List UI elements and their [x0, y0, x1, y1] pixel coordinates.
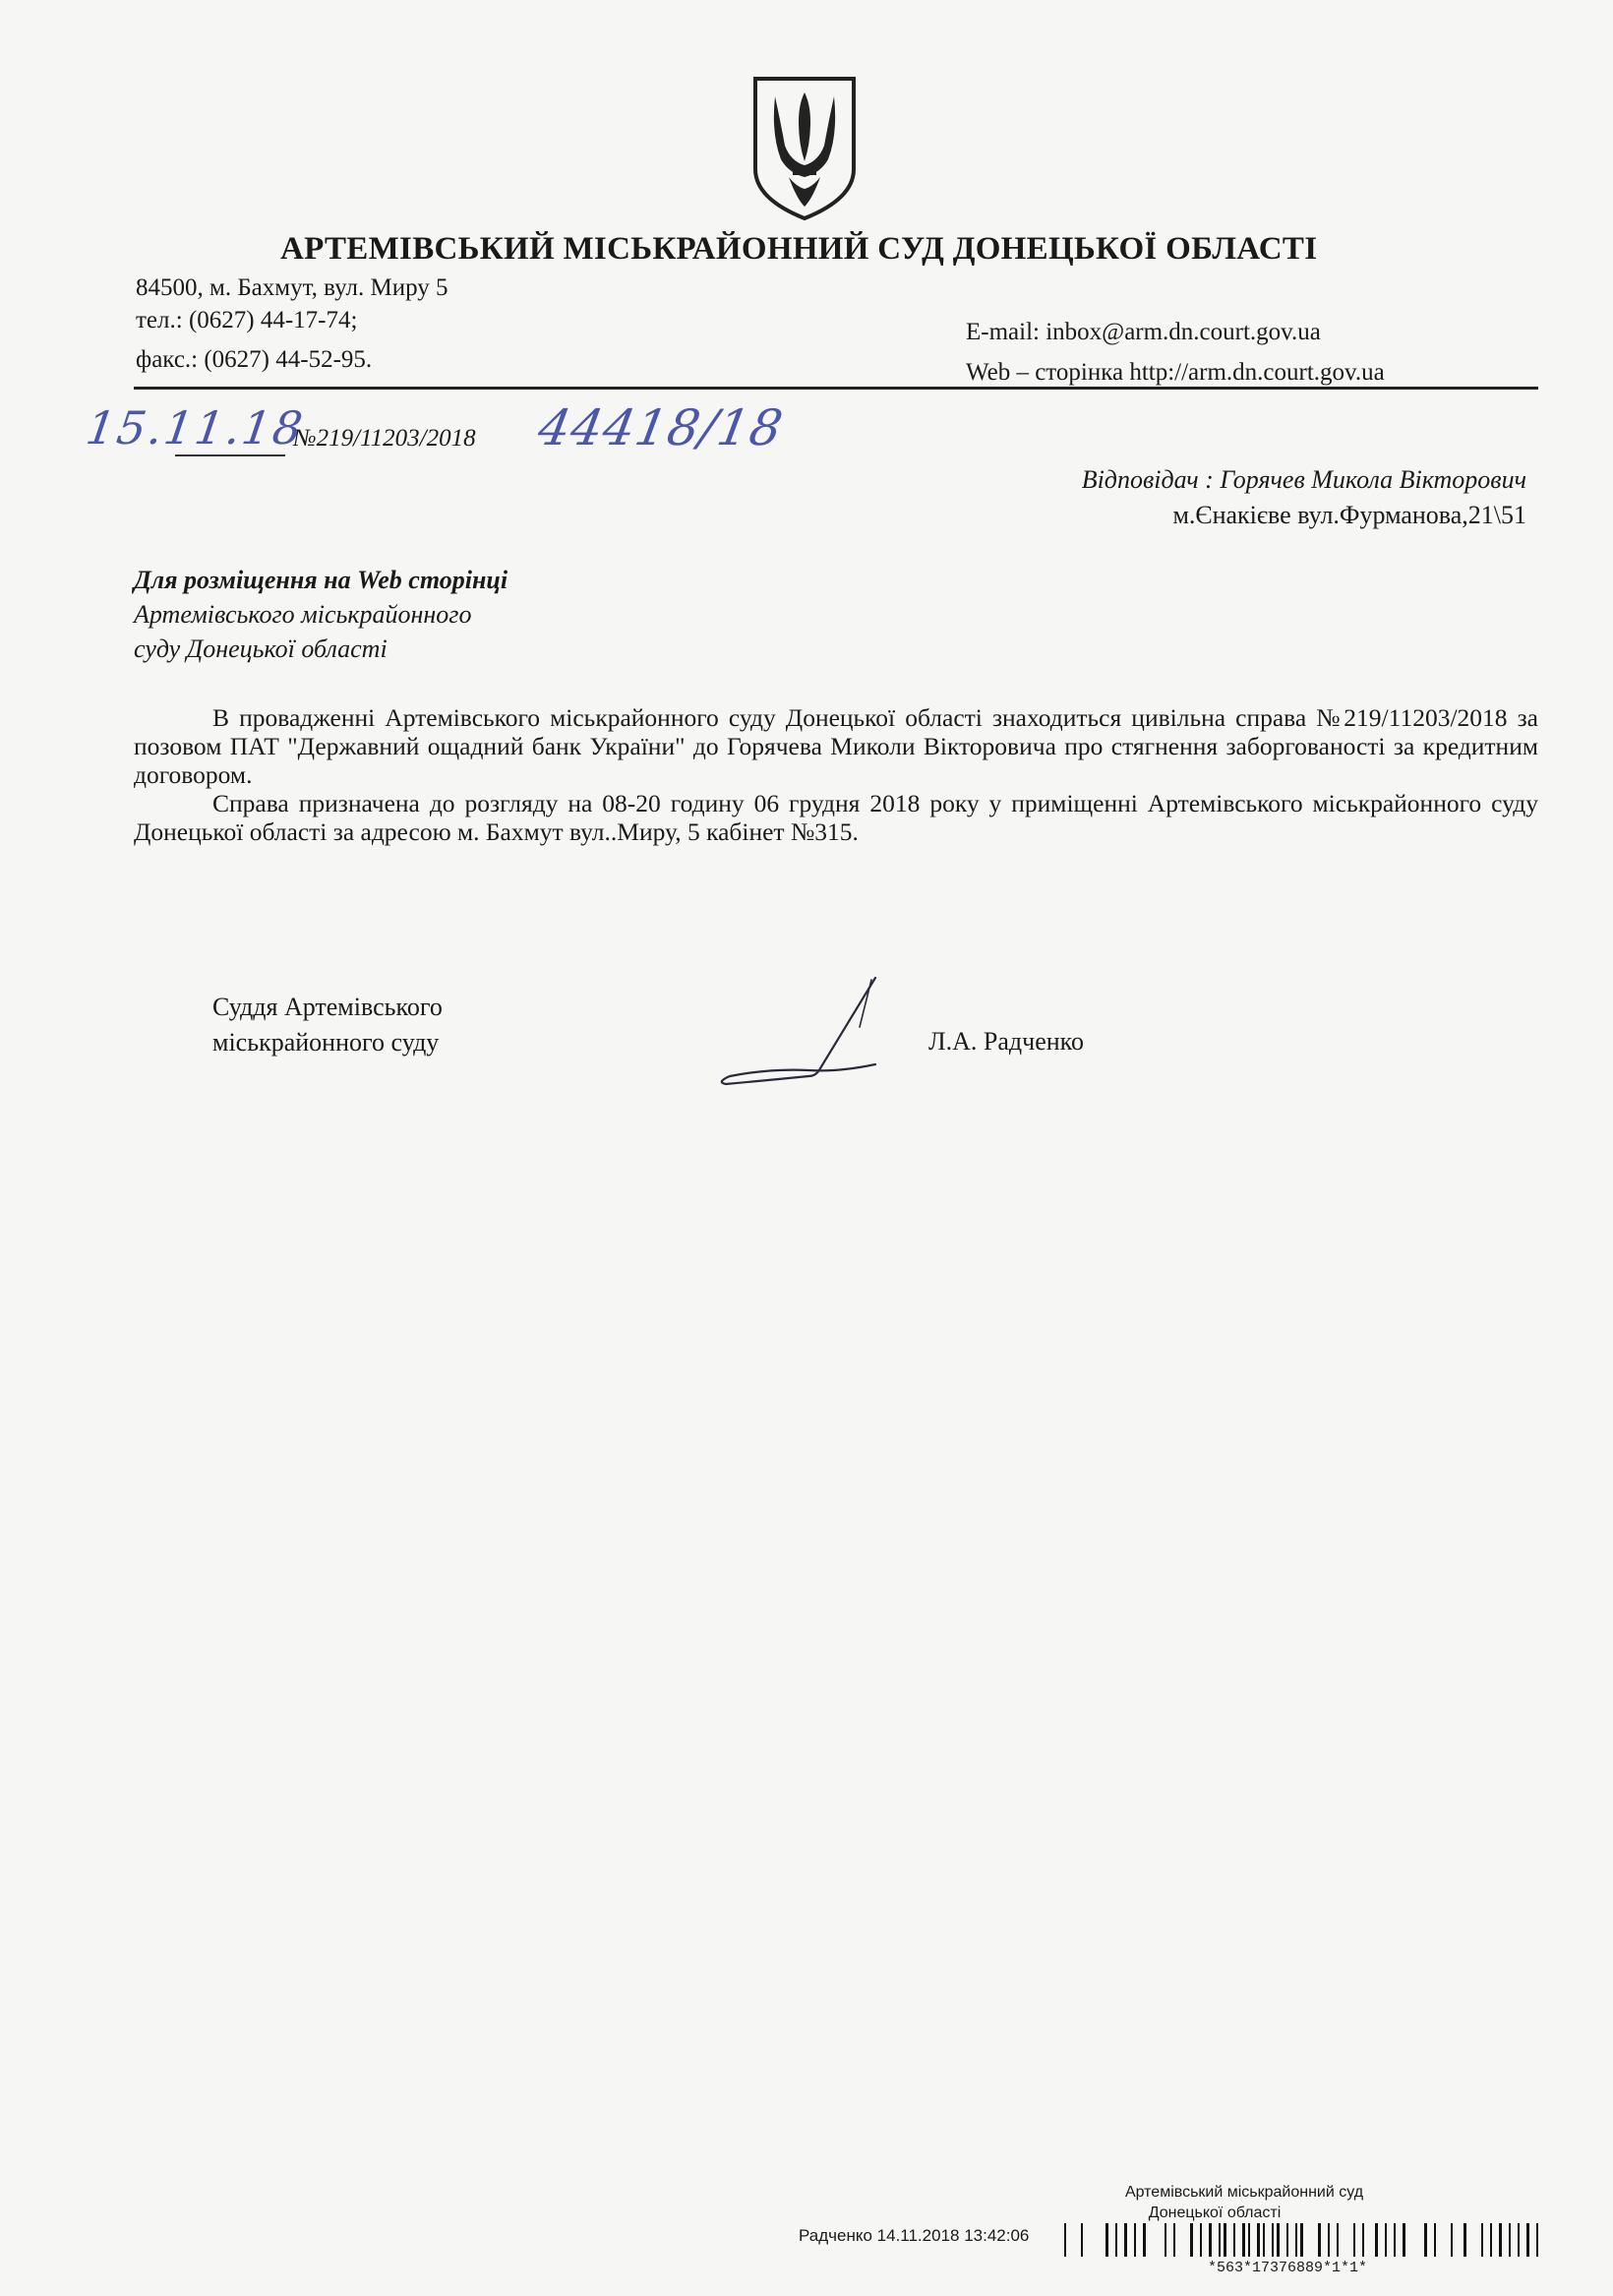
barcode-bar	[1190, 2223, 1193, 2257]
barcode-bar	[1509, 2223, 1511, 2257]
barcode-bar	[1536, 2223, 1538, 2257]
barcode-bar	[1081, 2223, 1083, 2257]
letter-body	[134, 703, 1538, 846]
barcode-bar	[1115, 2223, 1117, 2257]
date-underline	[175, 454, 285, 456]
court-title: АРТЕМІВСЬКИЙ МІСЬКРАЙОННИЙ СУД ДОНЕЦЬКОЇ ОБЛАСТІ	[280, 231, 1318, 267]
court-phone: тел.: (0627) 44-17-74;	[136, 307, 358, 333]
barcode-bar	[1200, 2223, 1202, 2257]
barcode-bar	[1173, 2223, 1175, 2257]
court-fax: факс.: (0627) 44-52-95.	[136, 346, 373, 373]
court-email: E-mail: inbox@arm.dn.court.gov.ua	[966, 319, 1321, 345]
handwritten-date: 15.11.18	[83, 401, 308, 454]
defendant-name: Відповідач : Горячев Микола Вікторович	[1081, 465, 1526, 494]
barcode-bar	[1481, 2223, 1483, 2257]
barcode-bar	[1518, 2223, 1520, 2257]
barcode-bar	[1318, 2223, 1321, 2257]
stamp-org-line1: Артемівський міськрайонний суд	[1124, 2184, 1364, 2201]
barcode-bar	[1295, 2223, 1297, 2257]
barcode-bar	[1064, 2223, 1066, 2257]
case-number: №219/11203/2018	[293, 425, 476, 452]
barcode-bar	[1233, 2223, 1235, 2257]
barcode-bar	[1134, 2223, 1136, 2257]
barcode-bar	[1353, 2223, 1355, 2257]
barcode-bar	[1362, 2223, 1364, 2257]
barcode-bar	[1526, 2223, 1529, 2257]
barcode-bar	[1424, 2223, 1427, 2257]
barcode-bar	[1277, 2223, 1280, 2257]
barcode-bar	[1224, 2223, 1226, 2257]
trident-emblem-icon	[749, 75, 860, 222]
barcode-bar	[1219, 2223, 1221, 2257]
barcode-bar	[1209, 2223, 1212, 2257]
barcode-bar	[1165, 2223, 1166, 2257]
stamp-org-line2: Донецької області	[1148, 2205, 1282, 2221]
header-divider	[134, 387, 1538, 390]
barcode-bar	[1385, 2223, 1387, 2257]
web-notice-line3: суду Донецької області	[134, 634, 388, 663]
web-notice	[134, 563, 508, 666]
court-contacts-left	[136, 272, 448, 376]
barcode-bar	[1272, 2223, 1274, 2257]
barcode-bar	[1105, 2223, 1108, 2257]
barcode-bar	[1248, 2223, 1250, 2257]
web-notice-title: Для розміщення на Web сторінці	[134, 566, 508, 594]
handwritten-signature	[710, 974, 887, 1092]
body-paragraph-2: Справа призначена до розгляду на 08-20 годину 06 грудня 2018 року у приміщенні Артемівського міськрайонного суду Донецької області за адресою м. Бахмут вул..Миру, 5 кабінет №315.	[134, 789, 1538, 846]
defendant-address: м.Єнакієве вул.Фурманова,21\51	[1172, 501, 1526, 529]
barcode-bar	[1124, 2223, 1127, 2257]
barcode-bar	[1263, 2223, 1265, 2257]
barcode-bar	[1328, 2223, 1330, 2257]
barcode-bar	[1394, 2223, 1396, 2257]
web-notice-line2: Артемівського міськрайонного	[134, 600, 472, 629]
defendant-block	[1082, 462, 1526, 533]
barcode-bar	[1403, 2223, 1405, 2257]
barcode-bar	[1143, 2223, 1146, 2257]
barcode-bar	[1300, 2223, 1303, 2257]
court-address: 84500, м. Бахмут, вул. Миру 5	[136, 274, 448, 301]
judge-title-line1: Суддя Артемівського	[212, 993, 443, 1021]
barcode-bar	[1375, 2223, 1378, 2257]
stamp-user-timestamp: Радченко 14.11.2018 13:42:06	[799, 2226, 1030, 2245]
barcode-bar	[1286, 2223, 1288, 2257]
court-contacts-right	[966, 312, 1385, 393]
barcode-bar	[1490, 2223, 1492, 2257]
barcode-bar	[1337, 2223, 1339, 2257]
judge-name: Л.А. Радченко	[928, 1027, 1084, 1056]
judge-title	[212, 990, 443, 1060]
barcode-bar	[1464, 2223, 1466, 2257]
barcode-bar	[1434, 2223, 1436, 2257]
barcode-text: *563*17376889*1*1*	[1208, 2260, 1368, 2276]
court-web: Web – сторінка http://arm.dn.court.gov.ua	[966, 359, 1385, 386]
barcode-bar	[1257, 2223, 1260, 2257]
barcode	[1064, 2223, 1540, 2261]
barcode-bar	[1499, 2223, 1502, 2257]
handwritten-registration: 44418/18	[533, 399, 788, 456]
judge-title-line2: міськрайонного суду	[212, 1028, 440, 1057]
barcode-bar	[1451, 2223, 1453, 2257]
body-paragraph-1: В провадженні Артемівського міськрайонного суду Донецької області знаходиться цивільна справа №219/11203/2018 за позовом ПАТ "Державний ощадний банк України" до Горячева Миколи Вікторовича про стягнення заборгованості за кредитним договором.	[134, 703, 1538, 789]
stamp-organization	[1082, 2182, 1406, 2223]
barcode-bar	[1242, 2223, 1245, 2257]
